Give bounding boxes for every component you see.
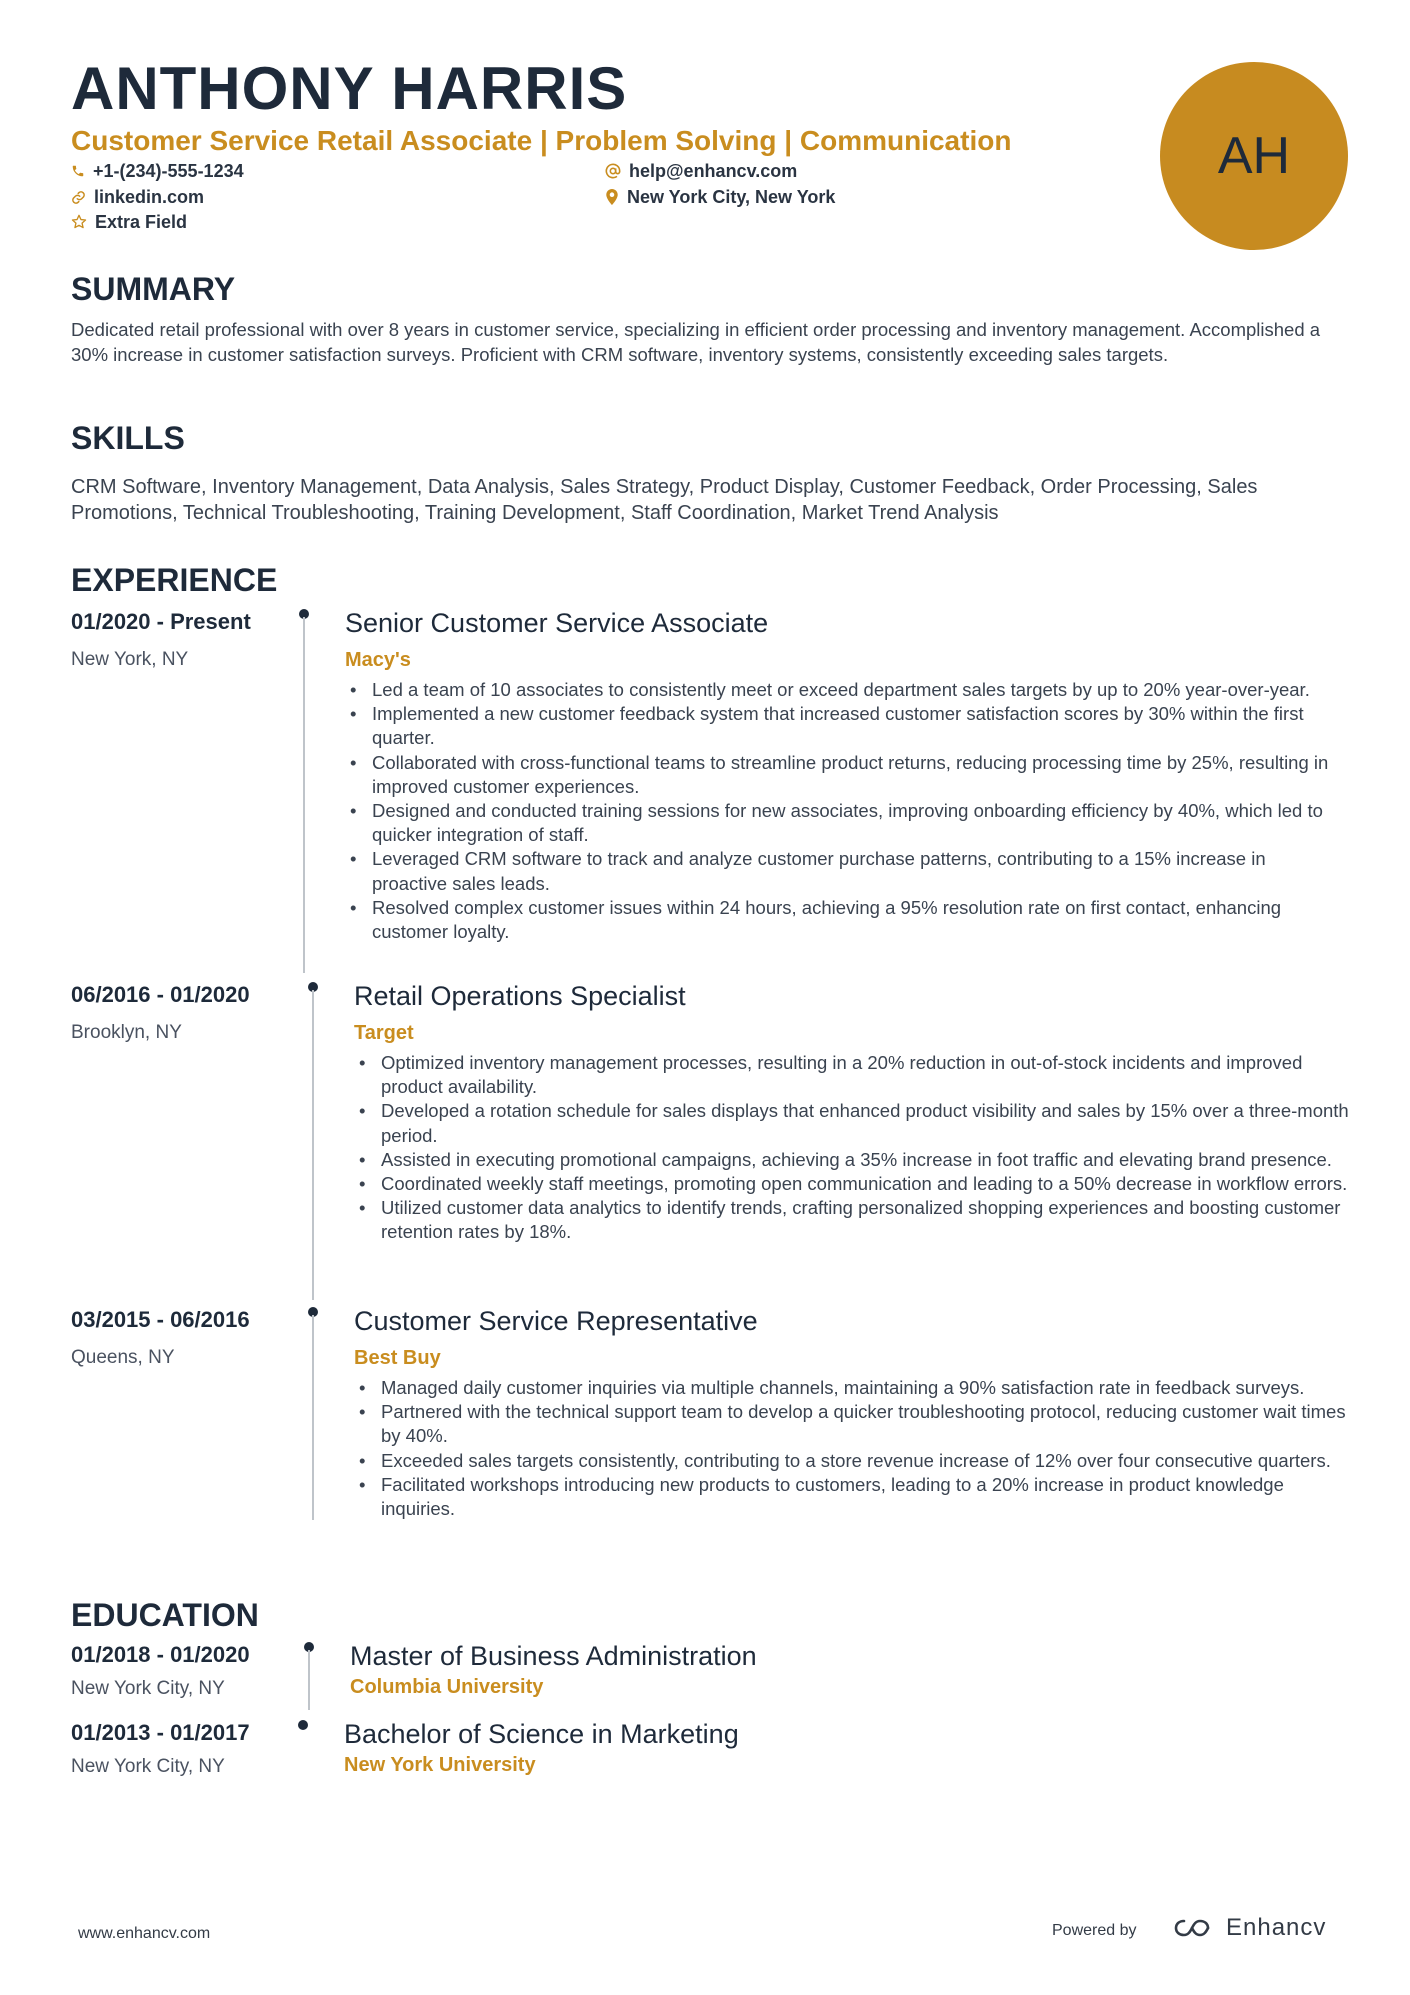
job-bullet: • Coordinated weekly staff meetings, promoting open communication and leading to a 50% decrease in workflow errors. [354, 1172, 1354, 1196]
job-location: New York, NY [71, 649, 189, 670]
education-date: 01/2018 - 01/2020 [71, 1642, 250, 1667]
job-bullet: • Facilitated workshops introducing new products to customers, leading to a 20% increase in product knowledge inquiries. [354, 1473, 1354, 1521]
job-date: 03/2015 - 06/2016 [71, 1307, 250, 1332]
experience-heading: EXPERIENCE [71, 562, 278, 598]
brand-logo [1172, 1914, 1326, 1942]
timeline-line [312, 1315, 314, 1520]
extra-text: Extra Field [95, 212, 188, 232]
timeline-line [303, 617, 305, 973]
contact-email [605, 160, 797, 182]
education-degree: Bachelor of Science in Marketing [344, 1719, 739, 1749]
email-text: help@enhancv.com [629, 161, 798, 181]
job-location: Brooklyn, NY [71, 1022, 182, 1043]
contact-extra [71, 211, 187, 233]
job-bullets [354, 1376, 1354, 1521]
education-location: New York City, NY [71, 1678, 225, 1699]
footer-url[interactable]: www.enhancv.com [78, 1925, 211, 1942]
skills-heading: SKILLS [71, 420, 185, 456]
job-bullets [345, 678, 1345, 944]
job-bullet: • Managed daily customer inquiries via multiple channels, maintaining a 90% satisfaction rate in feedback surveys. [354, 1376, 1354, 1400]
job-bullet: • Optimized inventory management processes, resulting in a 20% reduction in out-of-stock incidents and improved product availability. [354, 1051, 1354, 1099]
avatar-initials: AH [1217, 127, 1291, 185]
job-bullet: • Partnered with the technical support team to develop a quicker troubleshooting protocol, reducing customer wait times by 40%. [354, 1400, 1354, 1448]
job-company: Macy's [345, 649, 411, 671]
at-icon [605, 163, 621, 179]
job-date: 06/2016 - 01/2020 [71, 982, 250, 1007]
job-company: Best Buy [354, 1347, 441, 1369]
education-school: New York University [344, 1754, 536, 1776]
link-icon [71, 190, 86, 205]
job-bullet: • Implemented a new customer feedback system that increased customer satisfaction scores by 30% within the first quarter. [345, 702, 1345, 750]
job-bullet: • Designed and conducted training sessions for new associates, improving onboarding efficiency by 40%, which led to quicker integration of staff. [345, 799, 1345, 847]
summary-heading: SUMMARY [71, 271, 236, 307]
avatar [1160, 62, 1348, 250]
job-company: Target [354, 1022, 414, 1044]
timeline-line [312, 990, 314, 1300]
timeline-line [308, 1650, 310, 1710]
contact-linkedin [71, 186, 204, 208]
job-bullet: • Led a team of 10 associates to consistently meet or exceed department sales targets by up to 20% year-over-year. [345, 678, 1345, 702]
contact-phone [71, 160, 244, 182]
education-date: 01/2013 - 01/2017 [71, 1720, 250, 1745]
job-title: Senior Customer Service Associate [345, 608, 769, 638]
contact-location [605, 186, 835, 208]
job-bullet: • Exceeded sales targets consistently, contributing to a store revenue increase of 12% over four consecutive quarters. [354, 1449, 1354, 1473]
job-bullet: • Assisted in executing promotional campaigns, achieving a 35% increase in foot traffic and elevating brand presence. [354, 1148, 1354, 1172]
phone-text: +1-(234)-555-1234 [93, 161, 244, 181]
headline: Customer Service Retail Associate | Problem Solving | Communication [71, 125, 1012, 156]
education-heading: EDUCATION [71, 1597, 259, 1633]
job-bullet: • Resolved complex customer issues within 24 hours, achieving a 95% resolution rate on first contact, enhancing customer loyalty. [345, 896, 1345, 944]
candidate-name: ANTHONY HARRIS [71, 55, 628, 122]
job-bullet: • Collaborated with cross-functional teams to streamline product returns, reducing processing time by 25%, resulting in improved customer experiences. [345, 751, 1345, 799]
enhancv-logo-icon [1172, 1916, 1218, 1940]
job-bullet: • Utilized customer data analytics to identify trends, crafting personalized shopping experiences and boosting customer retention rates by 18%. [354, 1196, 1354, 1244]
education-location: New York City, NY [71, 1756, 225, 1777]
powered-by-label: Powered by [1052, 1922, 1137, 1939]
star-icon [71, 214, 87, 230]
location-text: New York City, New York [627, 187, 836, 207]
summary-text: Dedicated retail professional with over 8 years in customer service, specializing in efficient order processing and inventory management. Accomplished a 30% increase in customer satisfaction surveys. Proficient with CRM software, inventory systems, consistently exceeding sales targets. [71, 319, 1321, 365]
job-location: Queens, NY [71, 1347, 175, 1368]
education-degree: Master of Business Administration [350, 1641, 757, 1671]
location-pin-icon [605, 189, 619, 205]
job-title: Customer Service Representative [354, 1306, 758, 1336]
job-bullet: • Leveraged CRM software to track and analyze customer purchase patterns, contributing to a 15% increase in proactive sales leads. [345, 847, 1345, 895]
phone-icon [71, 164, 85, 178]
skills-text: CRM Software, Inventory Management, Data Analysis, Sales Strategy, Product Display, Customer Feedback, Order Processing, Sales Promotions, Technical Troubleshooting, Training Development, Staff Coordination, Market Trend Analysis [71, 476, 1258, 524]
job-bullet: • Developed a rotation schedule for sales displays that enhanced product visibility and sales by 15% over a three-month period. [354, 1099, 1354, 1147]
linkedin-text: linkedin.com [94, 187, 205, 207]
education-school: Columbia University [350, 1676, 544, 1698]
brand-name: Enhancv [1226, 1914, 1327, 1941]
job-date: 01/2020 - Present [71, 609, 251, 634]
job-title: Retail Operations Specialist [354, 981, 686, 1011]
job-bullets [354, 1051, 1354, 1245]
timeline-dot [298, 1720, 308, 1730]
